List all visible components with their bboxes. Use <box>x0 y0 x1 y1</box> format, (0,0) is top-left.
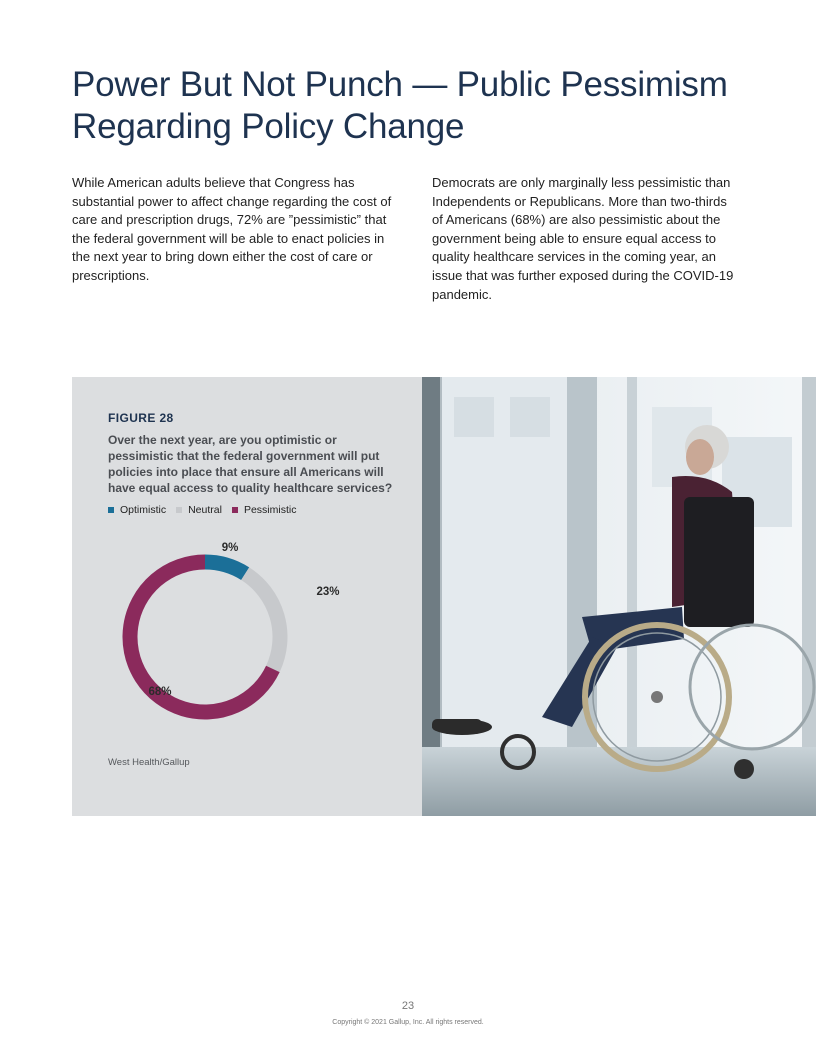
figure-source: West Health/Gallup <box>108 757 190 768</box>
figure-panel <box>72 377 422 816</box>
body-paragraph-right: Democrats are only marginally less pessimistic than Independents or Republicans. More than two-thirds of Americans (68%) are also pessimistic about the government being able to ensure equal access to quality healthcare services in the coming year, an issue that was further exposed during the COVID-19 pandemic. <box>432 175 734 302</box>
copyright-notice: Copyright © 2021 Gallup, Inc. All rights reserved. <box>332 1019 484 1026</box>
legend-item-pessimistic <box>232 504 297 516</box>
legend-swatch <box>108 507 114 513</box>
data-label-neutral: 23% <box>316 586 340 598</box>
data-label-pessimistic: 68% <box>148 686 172 698</box>
legend-label: Pessimistic <box>243 504 297 516</box>
figure-label: FIGURE 28 <box>108 411 174 425</box>
wheelchair-photo-illustration <box>422 377 816 816</box>
figure-question: Over the next year, are you optimistic or pessimistic that the federal government will put policies into place that ensure all Americans will have equal access to quality healthcare services? <box>108 433 393 495</box>
page-title: Power But Not Punch — Public Pessimism Regarding Policy Change <box>72 65 728 146</box>
legend-swatch <box>176 507 182 513</box>
data-label-optimistic: 9% <box>221 542 239 554</box>
photo-elderly-man-wheelchair <box>422 377 816 816</box>
donut-slice-neutral <box>245 574 280 669</box>
legend-item-neutral <box>176 504 222 516</box>
donut-slice-optimistic <box>205 562 245 574</box>
legend-item-optimistic <box>108 504 166 516</box>
donut-chart <box>108 537 368 737</box>
legend-label: Neutral <box>188 504 222 516</box>
page-number: 23 <box>401 1000 415 1012</box>
legend-label: Optimistic <box>120 504 167 516</box>
legend-swatch <box>232 507 238 513</box>
chart-legend <box>108 504 306 516</box>
body-paragraph-left: While American adults believe that Congress has substantial power to affect change regarding the cost of care and prescription drugs, 72% are ”pessimistic” that the federal government will be able to enact policies in the next year to bring down either the cost of care or prescriptions. <box>72 175 392 283</box>
